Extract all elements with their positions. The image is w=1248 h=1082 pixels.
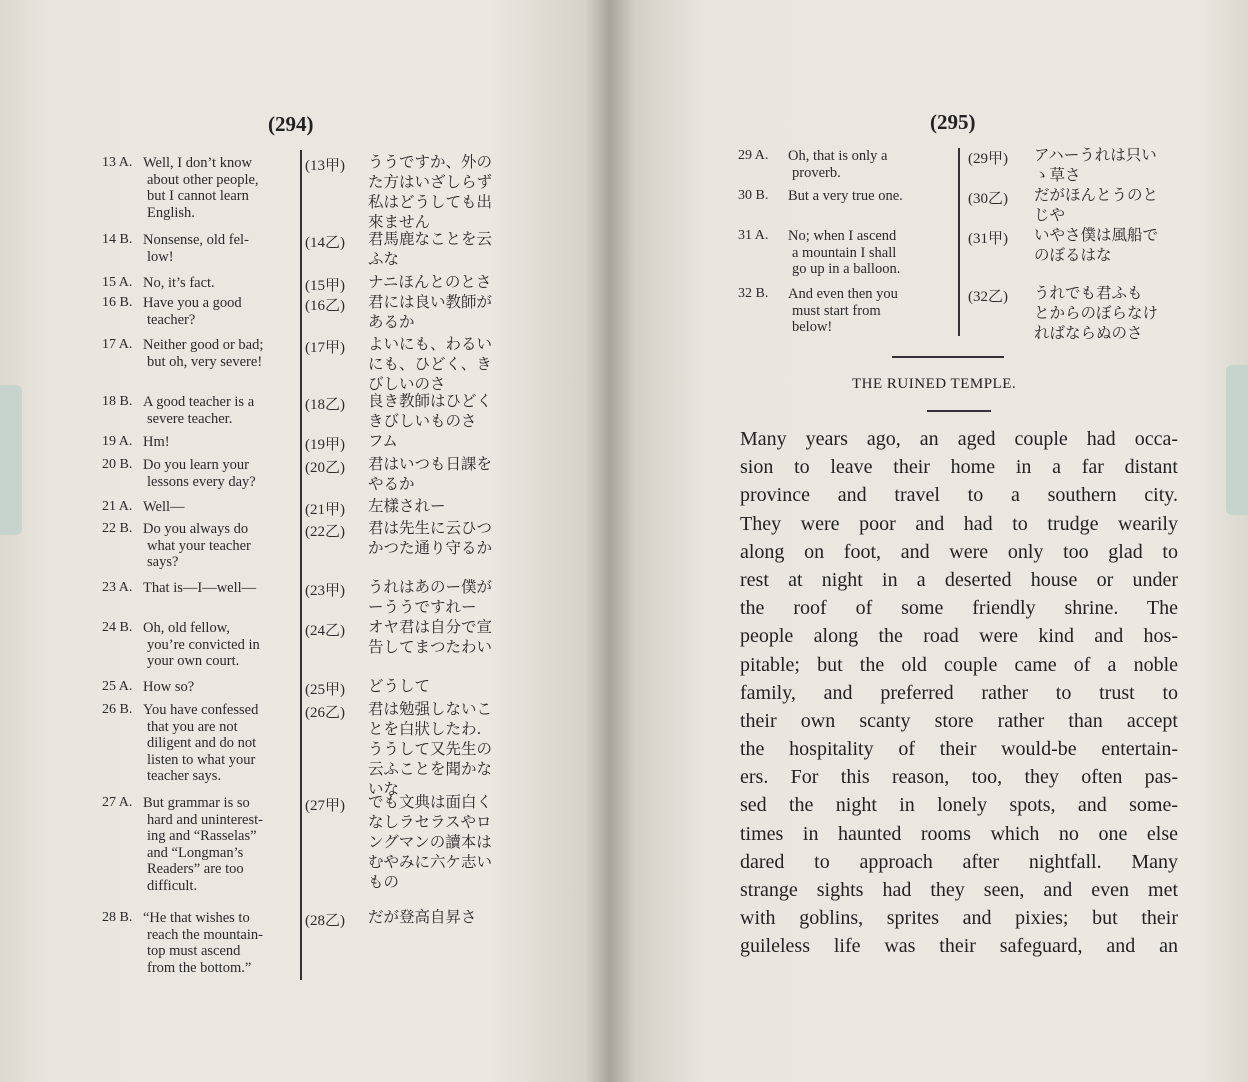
english-line: A good teacher is a — [143, 394, 255, 410]
dialogue-number: 19 A. — [102, 434, 133, 449]
left-column-divider — [300, 150, 302, 980]
japanese-line: うれはあのー僕が — [368, 578, 493, 596]
japanese-label: (26乙) — [305, 705, 345, 721]
english-line: But a very true one. — [788, 188, 903, 204]
english-line-group — [143, 232, 293, 265]
english-line: hard and uninterest- — [147, 811, 263, 828]
japanese-line: 云ふことを聞かな — [368, 760, 493, 778]
english-line: severe teacher. — [147, 410, 233, 427]
japanese-line-group — [368, 907, 477, 927]
japanese-label: (15甲) — [305, 278, 345, 294]
english-line: reach the mountain- — [147, 926, 263, 943]
english-line: you’re convicted in — [147, 636, 260, 653]
japanese-line: 君はいつも日課を — [368, 455, 493, 473]
japanese-label: (21甲) — [305, 502, 345, 518]
japanese-line: ればならぬのさ — [1034, 324, 1143, 342]
english-line: listen to what your — [147, 751, 256, 768]
dialogue-number: 15 A. — [102, 275, 133, 290]
english-line: that you are not — [147, 718, 238, 735]
dialogue-number: 30 B. — [738, 188, 769, 203]
english-line: “He that wishes to — [143, 910, 250, 926]
english-line: Do you learn your — [143, 457, 249, 473]
japanese-line-group — [1034, 283, 1158, 343]
english-line: No, it’s fact. — [143, 275, 215, 291]
japanese-line: だがほんとうのと — [1034, 186, 1159, 204]
japanese-line-group — [368, 272, 491, 292]
japanese-label: (24乙) — [305, 623, 345, 639]
english-line: That is—I—well— — [143, 580, 257, 596]
dialogue-number: 13 A. — [102, 155, 133, 170]
right-column-divider — [958, 148, 960, 336]
english-line: Hm! — [143, 434, 170, 450]
story-line: province and travel to a southern city. — [740, 484, 1178, 507]
english-line: below! — [792, 319, 833, 335]
story-line: sion to leave their home in a far distant — [740, 456, 1178, 479]
english-line: top must ascend — [147, 943, 241, 959]
english-line: No; when I ascend — [788, 228, 897, 244]
japanese-line: 君には良い教師が — [368, 293, 493, 311]
english-line: about other people, — [147, 171, 259, 188]
english-line: Readers” are too — [147, 861, 244, 877]
english-line: your own court. — [147, 653, 240, 669]
english-line-group — [143, 795, 293, 894]
dialogue-number: 17 A. — [102, 337, 133, 352]
japanese-line: かつた通り守るか — [368, 539, 493, 557]
english-line: says? — [147, 554, 179, 570]
japanese-line: いやさ僕は風船で — [1034, 226, 1159, 244]
story-line: family, and preferred rather to trust to — [740, 681, 1178, 704]
english-line-group — [143, 679, 293, 696]
english-line: difficult. — [147, 877, 198, 894]
japanese-label: (17甲) — [305, 340, 345, 356]
japanese-line-group — [368, 292, 492, 332]
japanese-line-group — [368, 699, 492, 799]
english-line: low! — [147, 248, 174, 265]
japanese-line-group — [368, 391, 492, 431]
english-line: You have confessed — [143, 702, 259, 718]
japanese-label: (32乙) — [968, 289, 1008, 305]
english-line: from the bottom.” — [147, 959, 252, 976]
english-line: Have you a good — [143, 295, 242, 311]
japanese-line: オヤ君は自分で宣 — [368, 618, 493, 636]
story-line: guileless life was their safeguard, and an — [740, 935, 1178, 958]
english-line-group — [143, 457, 293, 490]
english-line-group — [143, 499, 293, 516]
story-title: THE RUINED TEMPLE. — [852, 376, 1017, 392]
english-line: go up in a balloon. — [792, 261, 901, 277]
japanese-line: 左樣されー — [368, 497, 446, 515]
english-line-group — [788, 286, 953, 336]
story-line: dared to approach after nightfall. Many — [740, 850, 1178, 873]
japanese-line: 私はどうしても出 — [368, 193, 493, 211]
english-line: Neither good or bad; — [143, 337, 264, 353]
japanese-line: むやみに六ケ志い — [368, 853, 493, 871]
japanese-line: ううして又先生の — [368, 740, 493, 758]
dialogue-number: 28 B. — [102, 910, 133, 925]
dialogue-number: 20 B. — [102, 457, 133, 472]
dialogue-number: 21 A. — [102, 499, 133, 514]
japanese-line: 來ません — [368, 213, 431, 231]
japanese-line-group — [368, 334, 492, 394]
japanese-line: なしラセラスやロ — [368, 813, 492, 831]
english-line-group — [143, 620, 293, 670]
english-line-group — [143, 337, 293, 370]
english-line: and “Longman’s — [147, 844, 244, 861]
english-line: Oh, that is only a — [788, 148, 888, 164]
english-line-group — [143, 702, 293, 785]
story-line: sed the night in lonely spots, and some- — [740, 794, 1178, 817]
japanese-line-group — [368, 792, 492, 892]
japanese-label: (28乙) — [305, 913, 345, 929]
japanese-line-group — [368, 617, 492, 657]
japanese-line: でも文典は面白く — [368, 793, 493, 811]
japanese-line: ふな — [368, 250, 400, 268]
dialogue-number: 27 A. — [102, 795, 133, 810]
dialogue-number: 18 B. — [102, 394, 133, 409]
japanese-label: (20乙) — [305, 460, 345, 476]
japanese-line: にも、ひどく、き — [368, 355, 492, 373]
dialogue-number: 14 B. — [102, 232, 133, 247]
title-rule-bottom — [927, 410, 991, 412]
japanese-line: あるか — [368, 313, 415, 331]
english-line: teacher? — [147, 311, 196, 328]
japanese-line: もの — [368, 873, 400, 891]
english-line: English. — [147, 204, 195, 221]
story-line: They were poor and had to trudge wearily — [740, 512, 1178, 535]
japanese-label: (30乙) — [968, 191, 1008, 207]
japanese-line-group — [1034, 185, 1158, 225]
right-page-number: (295) — [930, 110, 976, 134]
story-line: times in haunted rooms which no one else — [740, 822, 1178, 845]
dialogue-number: 31 A. — [738, 228, 769, 243]
japanese-line: ううですか、外の — [368, 153, 493, 171]
japanese-label: (19甲) — [305, 437, 345, 453]
dialogue-number: 32 B. — [738, 286, 769, 301]
dialogue-number: 16 B. — [102, 295, 133, 310]
english-line: Oh, old fellow, — [143, 620, 230, 636]
japanese-line: た方はいざしらず — [368, 173, 493, 191]
dialogue-number: 23 A. — [102, 580, 133, 595]
japanese-label: (29甲) — [968, 151, 1008, 167]
japanese-line: いな — [368, 780, 400, 798]
japanese-label: (23甲) — [305, 583, 345, 599]
japanese-line-group — [1034, 225, 1158, 265]
english-line-group — [788, 148, 953, 181]
japanese-line-group — [368, 431, 398, 451]
japanese-line: どうして — [368, 677, 431, 695]
dialogue-number: 24 B. — [102, 620, 133, 635]
japanese-label: (27甲) — [305, 798, 345, 814]
japanese-line: フム — [368, 432, 398, 450]
japanese-label: (31甲) — [968, 231, 1008, 247]
japanese-label: (14乙) — [305, 235, 345, 251]
japanese-line: ーううですれー — [368, 598, 477, 616]
japanese-line: 君は勉强しないこ — [368, 700, 493, 718]
left-page-number: (294) — [268, 112, 314, 136]
story-line: the hospitality of their would-be entertain- — [740, 738, 1178, 761]
japanese-line: びしいのさ — [368, 375, 446, 393]
dialogue-number: 29 A. — [738, 148, 769, 163]
english-line: teacher says. — [147, 768, 222, 784]
japanese-line: とからのぼらなけ — [1034, 304, 1159, 322]
english-line: But grammar is so — [143, 795, 250, 811]
japanese-line: とを白狀したわ. — [368, 720, 482, 738]
japanese-line: じや — [1034, 206, 1066, 224]
english-line: Well, I don’t know — [143, 155, 252, 171]
japanese-line-group — [368, 518, 492, 558]
english-line-group — [788, 228, 953, 278]
english-line: lessons every day? — [147, 473, 256, 490]
japanese-line: アハーうれは只い — [1034, 146, 1157, 164]
japanese-line-group — [368, 152, 492, 232]
japanese-line: ゝ草さ — [1034, 166, 1081, 184]
japanese-label: (16乙) — [305, 298, 345, 314]
japanese-label: (25甲) — [305, 682, 345, 698]
japanese-line: ナニほんとのとさ — [368, 273, 492, 291]
english-line: And even then you — [788, 286, 898, 302]
english-line: diligent and do not — [147, 735, 257, 751]
story-line: the roof of some friendly shrine. The — [740, 597, 1178, 620]
english-line-group — [788, 188, 953, 205]
japanese-line: のぼるはな — [1034, 246, 1112, 264]
japanese-line: やるか — [368, 475, 415, 493]
english-line: How so? — [143, 679, 195, 695]
title-rule-top — [892, 356, 1004, 358]
english-line: Do you always do — [143, 521, 249, 537]
dialogue-number: 26 B. — [102, 702, 133, 717]
english-line: Well— — [143, 499, 185, 515]
story-line: along on foot, and were only too glad to — [740, 540, 1178, 563]
english-line: but oh, very severe! — [147, 353, 263, 370]
english-line-group — [143, 910, 293, 976]
english-line-group — [143, 275, 293, 292]
english-line: Nonsense, old fel- — [143, 232, 249, 248]
story-paragraph — [740, 425, 1178, 961]
english-line-group — [143, 521, 293, 571]
japanese-line: 告してまつたわい — [368, 638, 493, 656]
japanese-line-group — [368, 577, 492, 617]
right-bookmark-tab — [1226, 365, 1248, 515]
japanese-label: (22乙) — [305, 524, 345, 540]
japanese-line-group — [368, 676, 430, 696]
japanese-label: (18乙) — [305, 397, 345, 413]
japanese-line-group — [1034, 145, 1157, 185]
story-line: their own scanty store rather than accept — [740, 709, 1178, 732]
english-line: a mountain I shall — [792, 244, 897, 261]
japanese-label: (13甲) — [305, 158, 345, 174]
japanese-line-group — [368, 496, 446, 516]
english-line: but I cannot learn — [147, 188, 249, 204]
english-line: ing and “Rasselas” — [147, 828, 257, 844]
japanese-line: 君は先生に云ひつ — [368, 519, 493, 537]
story-line: rest at night in a deserted house or under — [740, 568, 1178, 591]
english-line-group — [143, 580, 293, 597]
japanese-line: だが登高自昇さ — [368, 908, 477, 926]
story-line: strange sights had they seen, and even met — [740, 879, 1178, 901]
japanese-line: うれでも君ふも — [1034, 284, 1143, 302]
japanese-line-group — [368, 229, 492, 269]
english-line-group — [143, 434, 293, 451]
left-bookmark-tab — [0, 385, 22, 535]
english-line: what your teacher — [147, 537, 251, 554]
japanese-line: ングマンの讀本は — [368, 833, 492, 851]
story-line: pitable; but the old couple came of a noble — [740, 653, 1178, 676]
english-line: proverb. — [792, 164, 841, 181]
dialogue-number: 25 A. — [102, 679, 133, 694]
japanese-line-group — [368, 454, 492, 494]
english-line-group — [143, 394, 293, 427]
japanese-line: きびしいものさ — [368, 412, 477, 430]
story-line: with goblins, sprites and pixies; but their — [740, 907, 1178, 930]
story-line: people along the road were kind and hos- — [740, 625, 1178, 648]
japanese-line: 良き教師はひどく — [368, 392, 493, 410]
japanese-line: 君馬鹿なことを云 — [368, 230, 493, 248]
dialogue-number: 22 B. — [102, 521, 133, 536]
story-line: Many years ago, an aged couple had occa- — [740, 428, 1178, 450]
english-line-group — [143, 155, 293, 221]
japanese-line: よいにも、わるい — [368, 335, 493, 353]
english-line-group — [143, 295, 293, 328]
english-line: must start from — [792, 302, 881, 319]
story-line: ers. For this reason, too, they often pas- — [740, 766, 1178, 789]
